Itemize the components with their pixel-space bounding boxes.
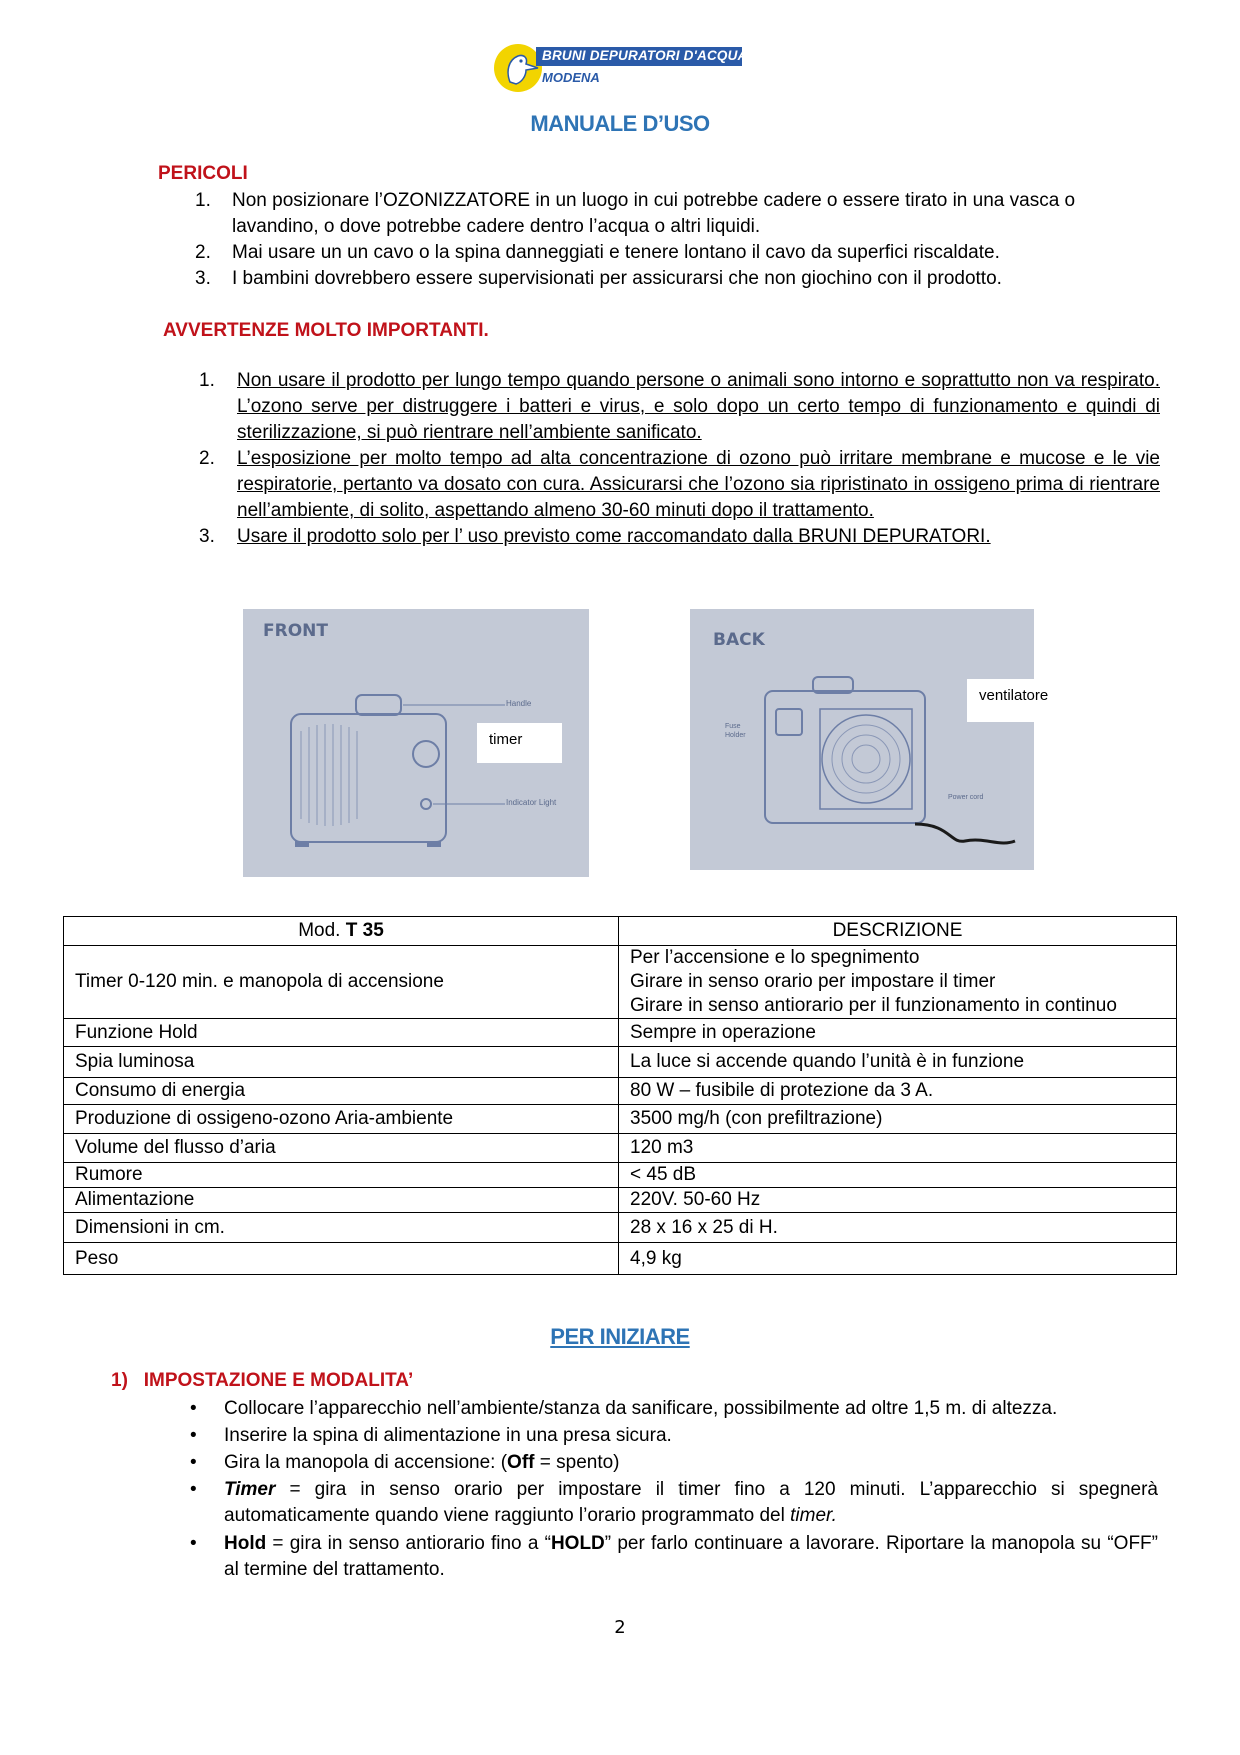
logo-company-name: BRUNI DEPURATORI D'ACQUA s.r.l. (542, 48, 780, 63)
table-row (64, 1047, 1177, 1078)
table-cell-desc: < 45 dB (619, 1163, 1177, 1188)
table-cell-label: Consumo di energia (64, 1078, 619, 1105)
bullet-dot: • (190, 1398, 197, 1419)
table-row (64, 1105, 1177, 1134)
table-cell-desc: 3500 mg/h (con prefiltrazione) (619, 1105, 1177, 1134)
table-row (64, 1163, 1177, 1188)
table-cell-desc: 4,9 kg (619, 1243, 1177, 1275)
bullet-dot: • (190, 1452, 197, 1473)
list-number: 1. (195, 190, 211, 211)
bullet-text-part: = spento) (534, 1452, 620, 1473)
table-cell-label: Spia luminosa (64, 1047, 619, 1078)
table-row (64, 1078, 1177, 1105)
list-text: L’esposizione per molto tempo ad alta concentrazione di ozono può irritare membrane e mucose e le vie respiratorie, pertanto va dosato con cura. Assicurarsi che l’ozono sia ripristinato in ossigeno prima di rientrare nell’ambiente, di solito, aspettando almeno 30-60 minuti dopo il trattamento. (237, 448, 1160, 521)
front-label: FRONT (263, 621, 328, 641)
company-logo (492, 42, 780, 94)
front-part-handle: Handle (506, 699, 532, 708)
back-label: BACK (713, 630, 765, 650)
bullet-dot: • (190, 1479, 197, 1500)
bullet-bold-hold-caps: HOLD (550, 1533, 605, 1554)
timer-callout: timer (477, 723, 562, 763)
table-cell-label: Funzione Hold (64, 1019, 619, 1047)
list-number: 1. (199, 370, 215, 391)
table-cell-label: Timer 0-120 min. e manopola di accensione (64, 946, 619, 1019)
table-row (64, 1188, 1177, 1213)
bullet-italic-timer: timer. (790, 1505, 837, 1526)
bullet-dot: • (190, 1533, 197, 1554)
table-cell-label: Alimentazione (64, 1188, 619, 1213)
list-text: I bambini dovrebbero essere supervisionati per assicurarsi che non giochino con il prodotto. (232, 268, 1002, 289)
desc-line: Per l’accensione e lo spegnimento (630, 947, 920, 968)
table-cell-label: Peso (64, 1243, 619, 1275)
model-prefix: Mod. (298, 920, 346, 941)
table-row (64, 1134, 1177, 1163)
bullet-dot: • (190, 1425, 197, 1446)
table-cell-desc: 220V. 50-60 Hz (619, 1188, 1177, 1213)
table-cell-desc: 80 W – fusibile di protezione da 3 A. (619, 1078, 1177, 1105)
table-cell-label: Produzione di ossigeno-ozono Aria-ambiente (64, 1105, 619, 1134)
pericoli-heading: PERICOLI (158, 163, 248, 184)
list-number: 3. (199, 526, 215, 547)
table-cell-label: Dimensioni in cm. (64, 1213, 619, 1243)
desc-line: Girare in senso antiorario per il funzionamento in continuo (630, 995, 1117, 1016)
list-text: Non posizionare l’OZONIZZATORE in un luogo in cui potrebbe cadere o essere tirato in una vasca o lavandino, o dove potrebbe cadere dentro l’acqua o altri liquidi. (232, 190, 1076, 237)
logo-city: MODENA (542, 70, 600, 85)
bullet-text (224, 1450, 1158, 1476)
list-number: 2. (199, 448, 215, 469)
bullet-text (224, 1531, 1158, 1583)
pericoli-item-1 (195, 188, 1160, 240)
desc-line: Girare in senso orario per impostare il timer (630, 971, 996, 992)
list-text: Mai usare un un cavo o la spina danneggiati e tenere lontano il cavo da superfici riscaldate. (232, 242, 1000, 263)
table-row (64, 946, 1177, 1019)
list-number: 2. (195, 242, 211, 263)
back-part-fuse: Fuse Holder (725, 723, 746, 739)
avvertenze-heading: AVVERTENZE MOLTO IMPORTANTI. (163, 320, 489, 341)
impostazione-heading: 1) IMPOSTAZIONE E MODALITA’ (111, 1370, 414, 1391)
back-part-power-cord: Power cord (948, 794, 984, 801)
page-number: 2 (614, 1617, 626, 1638)
table-cell-desc: 28 x 16 x 25 di H. (619, 1213, 1177, 1243)
bullet-bold-timer: Timer (224, 1479, 276, 1500)
table-header-description: DESCRIZIONE (619, 917, 1177, 946)
per-iniziare-title: PER INIZIARE (550, 1324, 690, 1349)
ventilatore-callout: ventilatore (967, 679, 1075, 722)
table-cell-desc (619, 946, 1177, 1019)
table-row (64, 1213, 1177, 1243)
bullet-text-part: = gira in senso antiorario fino a “ (266, 1533, 551, 1554)
table-header-row (64, 917, 1177, 946)
table-row (64, 1243, 1177, 1275)
bullet-text: Collocare l’apparecchio nell’ambiente/stanza da sanificare, possibilmente ad oltre 1,5 m. di altezza. (224, 1398, 1058, 1419)
list-text: Usare il prodotto solo per l’ uso previsto come raccomandato dalla BRUNI DEPURATORI. (237, 526, 991, 547)
table-header-model (64, 917, 619, 946)
page-title: MANUALE D’USO (530, 111, 710, 136)
table-cell-label: Rumore (64, 1163, 619, 1188)
spec-table (63, 916, 1177, 1275)
table-cell-label: Volume del flusso d’aria (64, 1134, 619, 1163)
bullet-bold-off: Off (507, 1452, 535, 1473)
table-cell-desc: Sempre in operazione (619, 1019, 1177, 1047)
bullet-bold-hold: Hold (224, 1533, 267, 1554)
bullet-text (224, 1477, 1158, 1529)
table-cell-desc: 120 m3 (619, 1134, 1177, 1163)
bullet-text-part: = gira in senso orario per impostare il timer fino a 120 minuti. L’apparecchio si spegnerà automaticamente quando viene raggiunto l’orario programmato del (224, 1479, 1158, 1526)
table-row (64, 1019, 1177, 1047)
bullet-text-part: ” per farlo continuare a lavorare. Riportare la manopola su “OFF” al termine del trattamento. (224, 1533, 1158, 1580)
bullet-text: Inserire la spina di alimentazione in una presa sicura. (224, 1425, 672, 1446)
list-number: 3. (195, 268, 211, 289)
front-part-indicator: Indicator Light (506, 798, 557, 807)
list-text: Non usare il prodotto per lungo tempo quando persone o animali sono intorno e soprattutto non va respirato. L’ozono serve per distruggere i batteri e virus, e solo dopo un certo tempo di funzionamento e quindi di sterilizzazione, si può rientrare nell’ambiente sanificato. (237, 370, 1160, 443)
back-photo (690, 609, 1034, 870)
table-cell-desc: La luce si accende quando l’unità è in funzione (619, 1047, 1177, 1078)
model-name: T 35 (345, 920, 384, 941)
bullet-text-part: Gira la manopola di accensione: ( (224, 1452, 508, 1473)
